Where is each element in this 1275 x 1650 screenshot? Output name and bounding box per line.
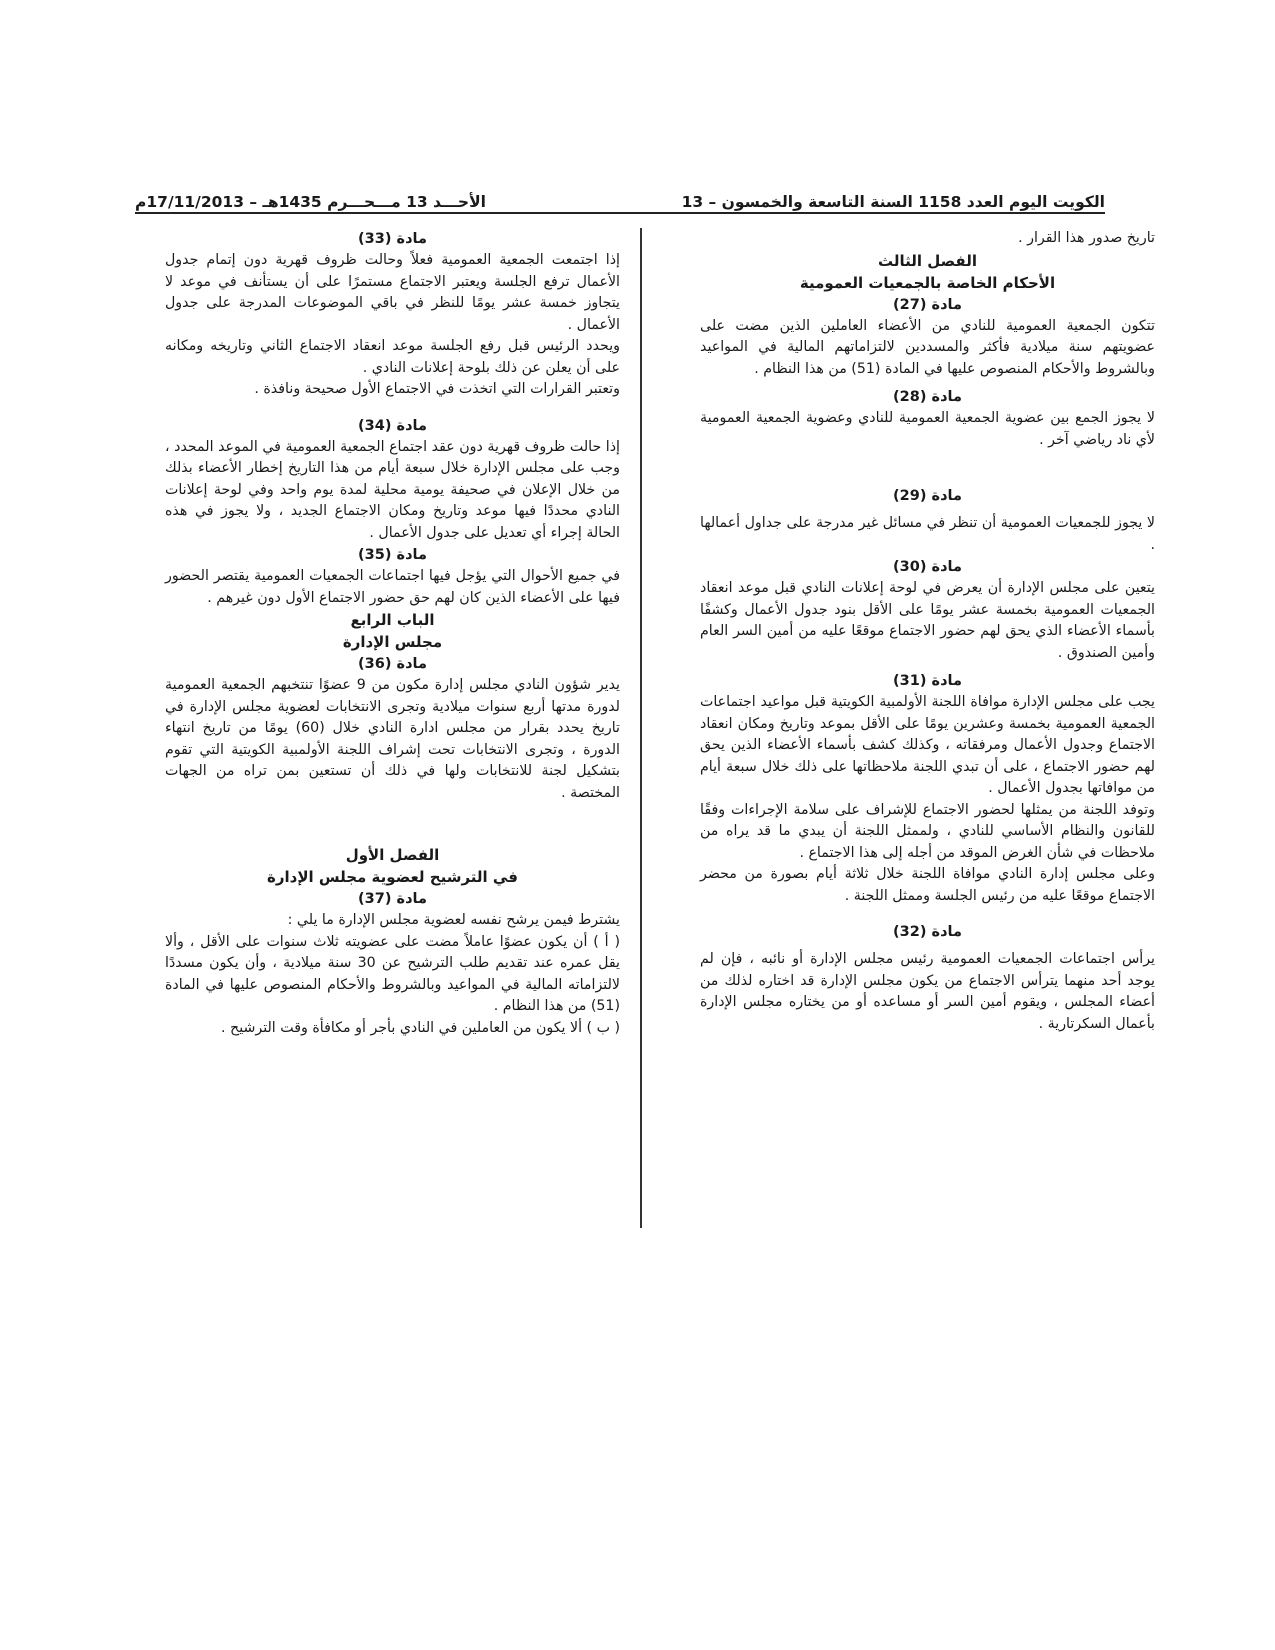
article-28-title: مادة (28) <box>893 389 962 405</box>
spacer <box>165 804 620 844</box>
article-28-text: لا يجوز الجمع بين عضوية الجمعية العمومية للنادي وعضوية الجمعية العمومية لأي ناد رياضي آخر . <box>700 410 1155 448</box>
chapter-three-subtitle: الأحكام الخاصة بالجمعيات العمومية <box>799 273 1056 292</box>
spacer <box>700 451 1155 485</box>
article-34-text: إذا حالت ظروف قهرية دون عقد اجتماع الجمعية العمومية في الموعد المحدد ، وجب على مجلس الإدارة خلال سبعة أيام من هذا التاريخ إخطار الأعضاء بذلك من خلال الإعلان في صحيفة يومية محلية لمدة يوم واحد وفي لوحة إعلانات النادي محددًا فيها موعد وتاريخ ومكان الاجتماع الجديد ، ولا يجوز في هذه الحالة إجراء أي تعديل على جدول الأعمال . <box>165 438 620 541</box>
article-37-item-a: ( أ ) أن يكون عضوًا عاملاً مضت على عضويته ثلاث سنوات على الأقل ، وألا يقل عمره عند تقديم طلب الترشيح عن 30 سنة ميلادية ، وأن يكون مسددًا لالتزاماته المالية في المواعيد وبالشروط والأحكام المنصوص عليها في المادة (51) من هذا النظام . <box>165 933 620 1014</box>
spacer <box>700 907 1155 921</box>
article-30-title: مادة (30) <box>893 559 962 575</box>
article-37-title: مادة (37) <box>358 891 427 907</box>
article-29-title: مادة (29) <box>893 488 962 504</box>
part-four-title: الباب الرابع <box>350 611 435 629</box>
column-divider <box>640 228 642 1228</box>
header-rule <box>135 212 1105 214</box>
header-publication-info: الكويت اليوم العدد 1158 السنة التاسعة والخمسون – 13 <box>681 193 1105 211</box>
article-36-text: يدير شؤون النادي مجلس إدارة مكون من 9 عضوًا تنتخبهم الجمعية العمومية لدورة مدتها أربع سنوات ميلادية وتجرى الانتخابات لعضوية مجلس الإدارة في تاريخ يحدد بقرار من مجلس ادارة النادي خلال (60) يومًا من تاريخ انتهاء الدورة ، وتجرى الانتخابات تحت إشراف اللجنة الأولمبية الكويتية التي تقوم بتشكيل لجنة للانتخابات ولها في ذلك أن تستعين بمن تراه من الجهات المختصة . <box>165 677 620 801</box>
article-33-paragraph-2: ويحدد الرئيس قبل رفع الجلسة موعد انعقاد الاجتماع الثاني وتاريخه ومكانه على أن يعلن عن ذلك بلوحة إعلانات النادي . <box>165 338 620 376</box>
article-35-title: مادة (35) <box>358 547 427 563</box>
article-31-paragraph-3: وعلى مجلس إدارة النادي موافاة اللجنة خلال ثلاثة أيام بصورة من محضر الاجتماع موقعًا عليه من رئيس الجلسة وممثل اللجنة . <box>700 866 1155 904</box>
article-33-paragraph-3: وتعتبر القرارات التي اتخذت في الاجتماع الأول صحيحة ونافذة . <box>254 381 620 397</box>
page-header <box>135 188 1105 212</box>
part-four-subtitle: مجلس الإدارة <box>342 633 443 651</box>
article-37-intro: يشترط فيمن يرشح نفسه لعضوية مجلس الإدارة ما يلي : <box>287 912 620 928</box>
article-31-text: يجب على مجلس الإدارة موافاة اللجنة الأولمبية الكويتية قبل مواعيد اجتماعات الجمعية العمومية بخمسة وعشرين يومًا على الأقل بموعد وتاريخ ومكان انعقاد الاجتماع وجدول الأعمال ومرفقاته ، وكذلك كشف بأسماء الأعضاء الذين يحق لهم حضور الاجتماع ، على أن تبدي اللجنة ملاحظاتها على ذلك خلال سبعة أيام من موافاتها بجدول الأعمال . <box>700 694 1155 796</box>
chapter-one-title: الفصل الأول <box>345 846 440 864</box>
article-27-title: مادة (27) <box>893 296 962 313</box>
left-column <box>165 228 620 1039</box>
article-37-item-b: ( ب ) ألا يكون من العاملين في النادي بأجر أو مكافأة وقت الترشيح . <box>221 1019 620 1036</box>
article-33-text: إذا اجتمعت الجمعية العمومية فعلاً وحالت ظروف قهرية دون إتمام جدول الأعمال ترفع الجلسة ويعتبر الاجتماع مستمرًا على أن يستأنف في موعد لا يتجاوز خمسة عشر يومًا للنظر في باقي الموضوعات المدرجة على جدول الأعمال . <box>165 252 620 333</box>
chapter-three-title: الفصل الثالث <box>877 251 977 270</box>
article-35-text: في جميع الأحوال التي يؤجل فيها اجتماعات الجمعيات العمومية يقتصر الحضور فيها على الأعضاء الذين كان لهم حق حضور الاجتماع الأول دون غيرهم . <box>165 568 620 606</box>
article-31-title: مادة (31) <box>893 673 962 689</box>
right-column <box>700 228 1155 1035</box>
spacer <box>165 401 620 415</box>
article-32-text: يرأس اجتماعات الجمعيات العمومية رئيس مجلس الإدارة أو نائبه ، فإن لم يوجد أحد منهما يترأس الاجتماع من يكون مجلس الإدارة قد اختاره لذلك من أعضاء المجلس ، ويقوم أمين السر أو مساعده أو من يختاره مجلس الإدارة بأعمال السكرتارية . <box>700 951 1155 1032</box>
article-34-title: مادة (34) <box>358 417 427 434</box>
article-31-paragraph-2: وتوفد اللجنة من يمثلها لحضور الاجتماع للإشراف على سلامة الإجراءات وفقًا للقانون والنظام الأساسي للنادي ، ولممثل اللجنة أن يبدي ما قد يراه من ملاحظات في شأن الغرض الموقد من أجله إلى هذا الاجتماع . <box>700 801 1155 861</box>
intro-text: تاريخ صدور هذا القرار . <box>1018 230 1155 246</box>
article-29-text: لا يجوز للجمعيات العمومية أن تنظر في مسائل غير مدرجة على جداول أعمالها . <box>700 515 1155 553</box>
chapter-one-subtitle: في الترشيح لعضوية مجلس الإدارة <box>267 868 518 886</box>
article-30-text: يتعين على مجلس الإدارة أن يعرض في لوحة إعلانات النادي قبل موعد انعقاد الجمعيات العمومية بخمسة عشر يومًا على الأقل بنود جدول الأعمال وكشفًا بأسماء الأعضاء الذي يحق لهم حضور الاجتماع موقعًا عليه من أمين السر العام وأمين الصندوق . <box>700 580 1155 661</box>
article-33-title: مادة (33) <box>358 231 427 247</box>
article-27-text: تتكون الجمعية العمومية للنادي من الأعضاء العاملين الذين مضت على عضويتهم سنة ميلادية فأكثر والمسددين لالتزاماتهم المالية في المواعيد وبالشروط والأحكام المنصوص عليها في المادة (51) من هذا النظام . <box>700 317 1155 377</box>
article-36-title: مادة (36) <box>358 656 427 672</box>
article-32-title: مادة (32) <box>893 924 962 940</box>
header-date: الأحـــد 13 مـــحـــرم 1435هـ – 17/11/2013م <box>135 193 486 211</box>
